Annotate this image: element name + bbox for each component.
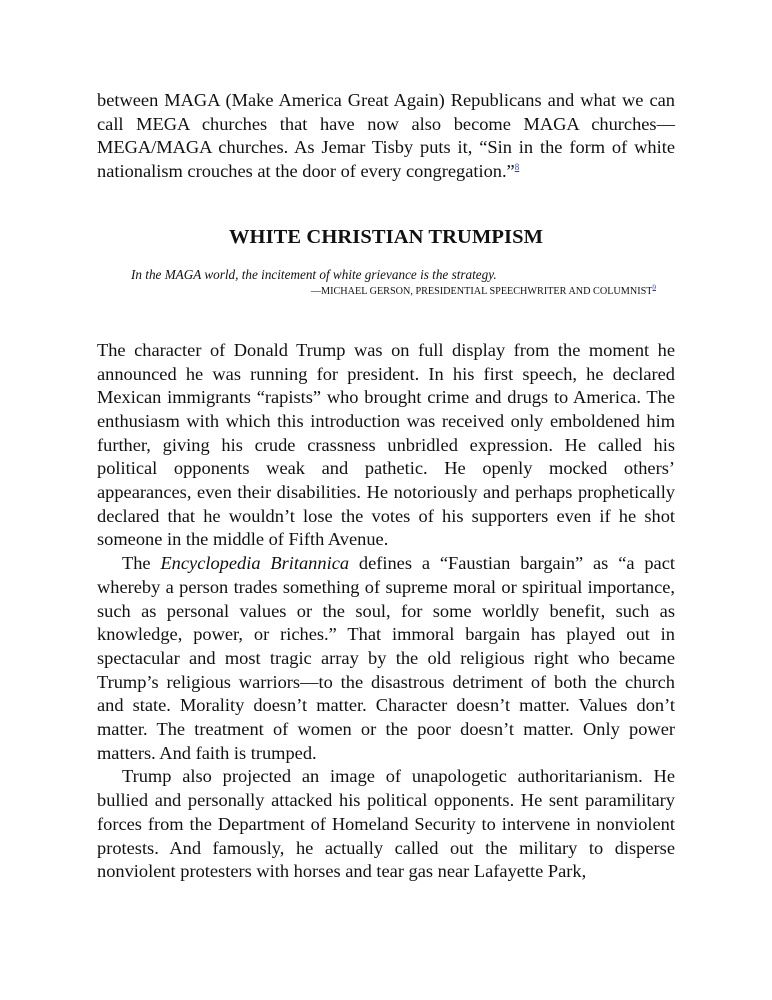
intro-paragraph [97,89,675,184]
footnote-link-8[interactable]: 8 [514,161,520,172]
page-content [97,89,675,884]
epigraph-quote: In the MAGA world, the incitement of white grievance is the strategy. [131,266,497,282]
body-paragraph-3: Trump also projected an image of unapologetic authoritarianism. He bullied and personally attacked his political opponents. He sent paramilitary forces from the Department of Homeland Security to intervene in nonviolent protests. And famously, he actually called out the military to disperse nonviolent protesters with horses and tear gas near Lafayette Park, [97,766,675,882]
footnote-link-9[interactable]: 9 [652,283,656,292]
section-title: WHITE CHRISTIAN TRUMPISM [228,225,544,248]
body-paragraph-2 [97,552,675,765]
epigraph-attribution-text: —MICHAEL GERSON, PRESIDENTIAL SPEECHWRITER AND COLUMNIST [310,285,653,297]
p2-book-title: Encyclopedia Britannica [160,553,350,574]
p2-rest: defines a “Faustian bargain” as “a pact whereby a person trades something of supreme moral or spiritual importance, such as personal values or the soul, for some worldly benefit, such as knowledge, power, or riches.” That immoral bargain has played out in spectacular and most tragic array by the old religious right who became Trump’s religious warriors—to the disastrous detriment of both the church and state. Morality doesn’t matter. Character doesn’t matter. Values don’t matter. The treatment of women or the poor doesn’t matter. Only power matters. And faith is trumped. [97,553,675,763]
epigraph [97,266,675,299]
body-paragraph-1: The character of Donald Trump was on full display from the moment he announced he was running for president. In his first speech, he declared Mexican immigrants “rapists” who brought crime and drugs to America. The enthusiasm with which this introduction was received only emboldened him further, giving his crude crassness unbridled expression. He called his political opponents weak and pathetic. He openly mocked others’ appearances, even their disabilities. He notoriously and perhaps prophetically declared that he wouldn’t lose the votes of his supporters even if he shot someone in the middle of Fifth Avenue. [97,339,675,550]
epigraph-attribution [97,285,675,299]
p2-lead: The [122,553,161,574]
intro-text: between MAGA (Make America Great Again) Republicans and what we can call MEGA churches that have now also become MAGA churches—MEGA/MAGA churches. As Jemar Tisby puts it, “Sin in the form of white nationalism crouches at the door of every congregation.” [97,90,675,182]
